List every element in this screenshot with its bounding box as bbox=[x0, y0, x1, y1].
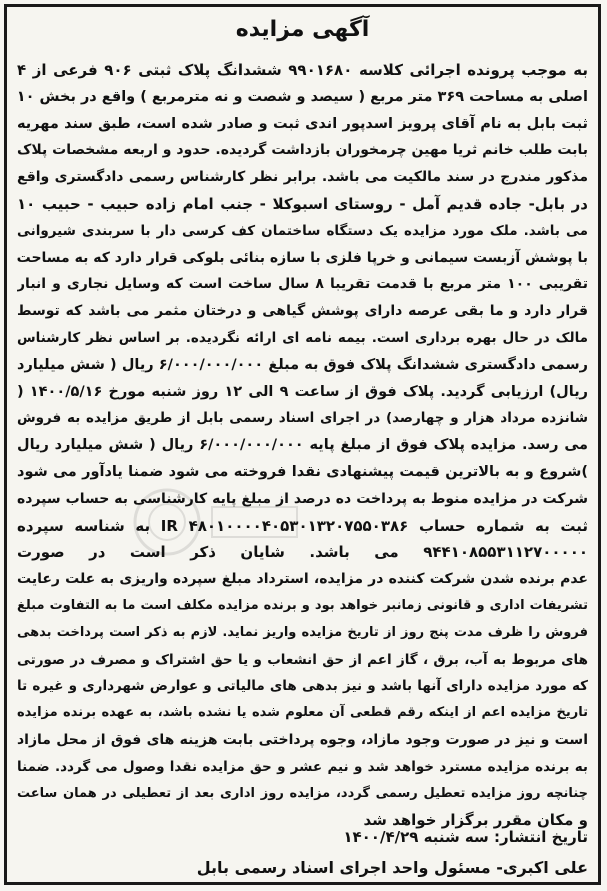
signature: علی اکبری- مسئول واحد اجرای اسناد رسمی بابل bbox=[196, 858, 588, 877]
notice-line: مذکور مندرج در سند مالکیت می باشد. برابر نظر کارشناس رسمی دادگستری واقع bbox=[17, 169, 588, 186]
notice-line: در بابل- جاده قدیم آمل - روستای اسبوکلا - جنب امام زاده حبیب - حبیب ۱۰ bbox=[17, 194, 588, 213]
notice-line: که مورد مزایده دارای آنها باشد و نیز بدهی های مالیاتی و عوارض شهرداری و غیره تا bbox=[17, 678, 588, 695]
notice-line: و مکان مقرر برگزار خواهد شد bbox=[363, 811, 588, 830]
notice-line: رسمی دادگستری ششدانگ پلاک فوق به مبلغ ۶/۰۰۰/۰۰۰/۰۰۰ ریال ( شش میلیارد bbox=[17, 356, 588, 373]
publish-date: تاریخ انتشار: سه شنبه ۱۴۰۰/۴/۲۹ bbox=[343, 828, 588, 846]
notice-line: های مربوط به آب، برق ، گاز اعم از حق انشعاب و یا حق اشتراک و مصرف در صورتی bbox=[17, 651, 588, 668]
notice-line: فروش را ظرف مدت پنج روز از تاریخ مزایده واریز نماید. لازم به ذکر است پرداخت بدهی bbox=[17, 624, 588, 640]
notice-line: مالک در حال بهره برداری است. بیمه نامه ای ارائه نگردیده. بر اساس نظر کارشناس bbox=[17, 329, 588, 346]
notice-line: به برنده مزایده مسترد خواهد شد و نیم عشر و حق مزایده نقدا وصول می گردد. ضمنا bbox=[17, 758, 588, 775]
notice-line: به موجب پرونده اجرائی کلاسه ۹۹۰۱۶۸۰ ششدانگ پلاک ثبتی ۹۰۶ فرعی از ۴ bbox=[17, 61, 588, 79]
notice-line: تشریفات اداری و قانونی زمانبر خواهد بود و برنده مزایده مکلف است ما به التفاوت مبلغ bbox=[17, 597, 588, 613]
notice-line: اصلی به مساحت ۳۶۹ متر مربع ( سیصد و شصت و نه مترمربع ) واقع در بخش ۱۰ bbox=[17, 88, 588, 105]
notice-border-frame bbox=[4, 4, 601, 885]
notice-line: می باشد. ملک مورد مزایده یک دستگاه ساختمان کف کرسی دار با سربندی شیروانی bbox=[17, 222, 588, 239]
notice-line: با پوشش آزبست سیمانی و خرپا فلزی با سازه بنائی بلوکی قرار دارد که به مساحت bbox=[17, 249, 588, 266]
notice-line: ۹۴۴۱۰۸۵۵۳۱۱۲۷۰۰۰۰۰ می باشد. شایان ذکر است در صورت bbox=[17, 543, 588, 562]
notice-line: شرکت در مزایده منوط به پرداخت ده درصد از مبلغ پایه کارشناسی به حساب سپرده bbox=[17, 490, 588, 507]
notice-line: شانزده مرداد هزار و چهارصد) در اجرای اسناد رسمی بابل از طریق مزایده به فروش bbox=[17, 410, 588, 427]
notice-line: ثبت بابل به نام آقای پرویز اسدپور اندی ثبت و صادر شده است، طبق سند مهریه bbox=[17, 115, 588, 132]
notice-body bbox=[17, 57, 588, 834]
notice-line: )شروع و به بالاترین قیمت پیشنهادی نقدا فروخته می شود ضمنا یادآور می شود bbox=[17, 463, 588, 480]
notice-line: عدم برنده شدن شرکت کننده در مزایده، استرداد مبلغ سپرده واریزی به علت رعایت bbox=[17, 571, 588, 588]
notice-line: تاریخ مزایده اعم از اینکه رقم قطعی آن معلوم شده یا نشده باشد، به عهده برنده مزایده bbox=[17, 705, 588, 721]
notice-line: ریال) ارزیابی گردید. پلاک فوق از ساعت ۹ الی ۱۲ روز شنبه مورخ ۱۴۰۰/۵/۱۶ ( bbox=[17, 383, 588, 400]
notice-line: قرار دارد و ما بقی عرصه دارای پوشش گیاهی و درختان مثمر می باشد که توسط bbox=[17, 303, 588, 320]
notice-line: بابت طلب خانم ثریا مهین چرمخوران بازداشت گردیده. حدود و اربعه مشخصات پلاک bbox=[17, 142, 588, 159]
notice-line: می رسد. مزایده پلاک فوق از مبلغ پایه ۶/۰۰۰/۰۰۰/۰۰۰ ریال ( شش میلیارد ریال bbox=[17, 437, 588, 454]
notice-title: آگهی مزایده bbox=[235, 17, 370, 42]
notice-line: چنانچه روز مزایده تعطیل رسمی گردد، مزایده روز اداری بعد از تعطیلی در همان ساعت bbox=[17, 785, 588, 801]
notice-line: است و نیز در صورت وجود مازاد، وجوه پرداختی بابت هزینه های فوق از محل مازاد bbox=[17, 731, 588, 748]
notice-line: ثبت به شماره حساب IR ۴۸۰۱۰۰۰۰۴۰۵۳۰۱۳۲۰۷۵۵۰۳۸۶ به شناسه سپرده bbox=[17, 516, 588, 535]
notice-line: تقریبی ۱۰۰ متر مربع با قدمت تقریبا ۸ سال ساخت است که وسایل نجاری و انبار bbox=[17, 276, 588, 293]
